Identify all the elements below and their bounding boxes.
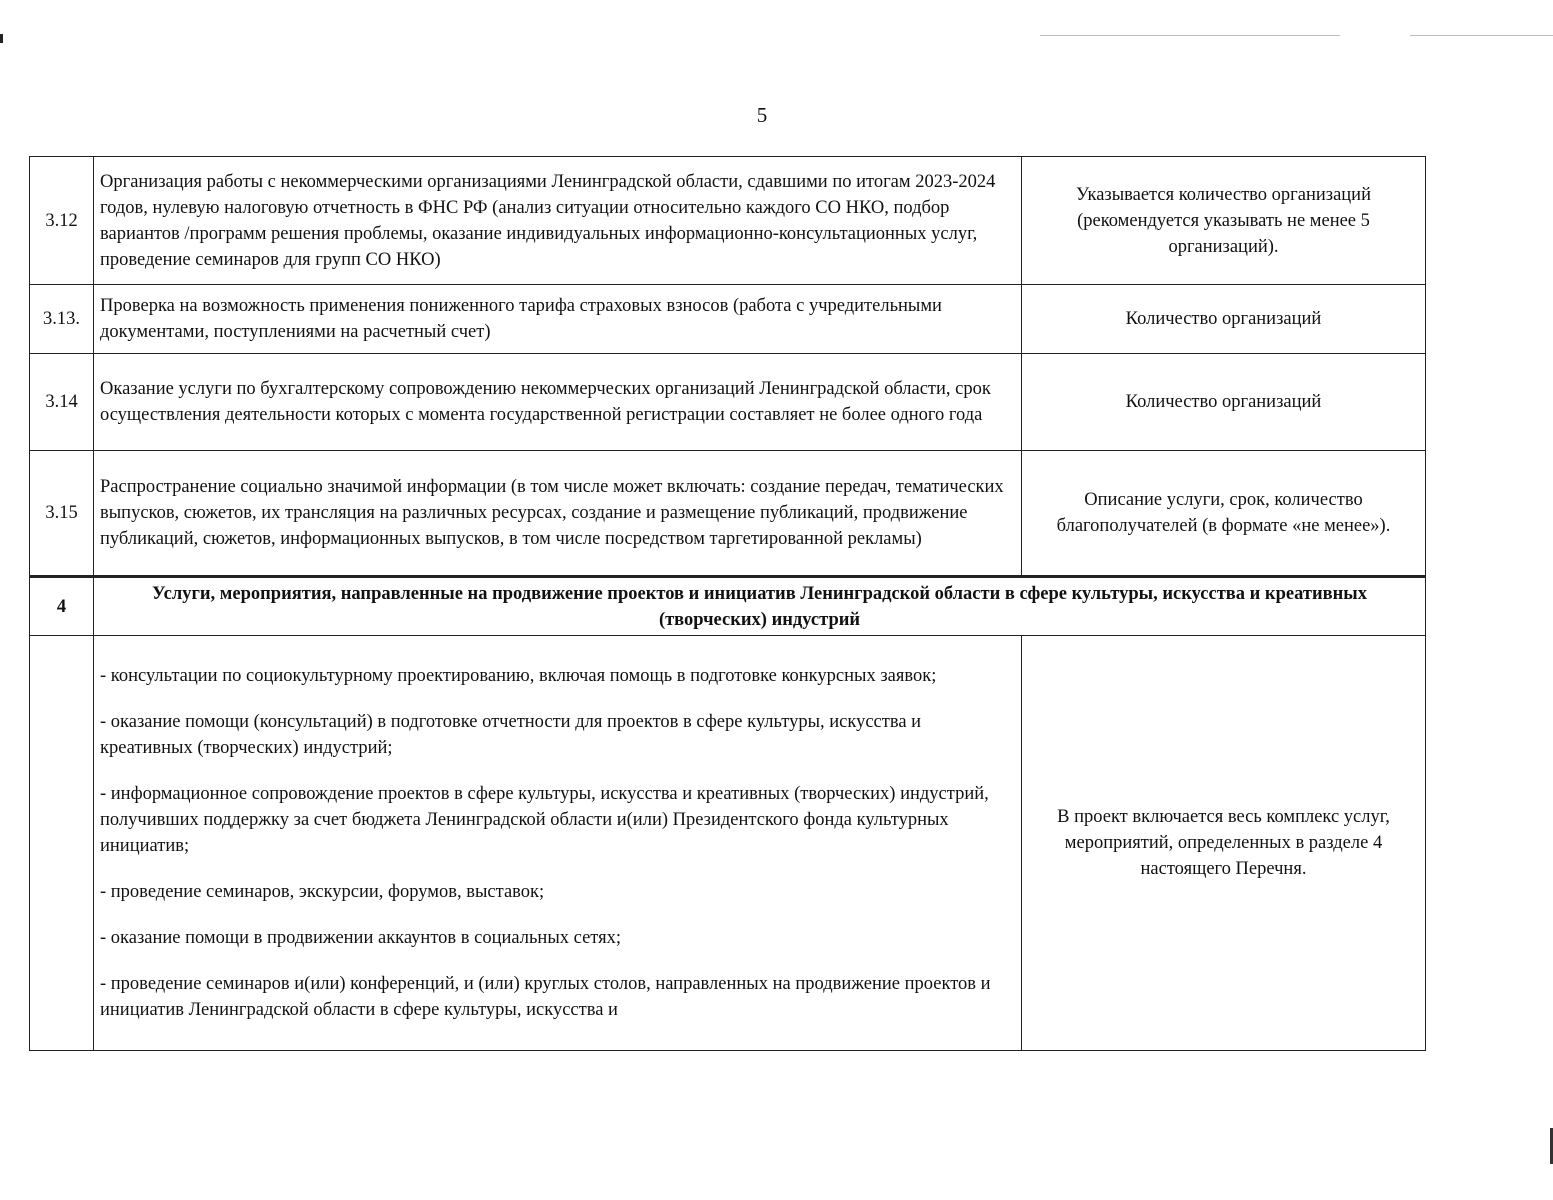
section-heading-row <box>30 577 1426 636</box>
row-result: Указывается количество организаций (рекомендуется указывать не менее 5 организаций). <box>1022 157 1426 285</box>
list-item: - проведение семинаров и(или) конференций, и (или) круглых столов, направленных на продвижение проектов и инициатив Ленинградской области в сфере культуры, искусства и <box>100 974 991 1020</box>
section-items <box>94 636 1022 1051</box>
table-row <box>30 157 1426 285</box>
scan-artifact-line <box>1040 35 1340 36</box>
row-description: Распространение социально значимой информации (в том числе может включать: создание передач, тематических выпусков, сюжетов, их трансляция на различных ресурсах, создание и размещение публикаций, продвижение публикаций, сюжетов, информационных выпусков, в том числе посредством таргетированной рекламы) <box>94 451 1022 577</box>
list-item: - консультации по социокультурному проектированию, включая помощь в подготовке конкурсных заявок; <box>100 666 937 686</box>
section-number: 4 <box>30 577 94 636</box>
list-item: - информационное сопровождение проектов в сфере культуры, искусства и креативных (творческих) индустрий, получивших поддержку за счет бюджета Ленинградской области и(или) Президентского фонда культурных инициатив; <box>100 784 989 856</box>
row-number: 3.14 <box>30 354 94 451</box>
row-number: 3.12 <box>30 157 94 285</box>
section-result: В проект включается весь комплекс услуг, мероприятий, определенных в разделе 4 настоящего Перечня. <box>1022 636 1426 1051</box>
row-description: Организация работы с некоммерческими организациями Ленинградской области, сдавшими по итогам 2023-2024 годов, нулевую налоговую отчетность в ФНС РФ (анализ ситуации относительно каждого СО НКО, подбор вариантов /программ решения проблемы, оказание индивидуальных информационно-консультационных услуг, проведение семинаров для групп СО НКО) <box>94 157 1022 285</box>
scan-artifact-left <box>0 34 3 43</box>
row-number: 3.13. <box>30 285 94 354</box>
section-title: Услуги, мероприятия, направленные на продвижение проектов и инициатив Ленинградской области в сфере культуры, искусства и креативных (творческих) индустрий <box>94 577 1426 636</box>
row-result: Количество организаций <box>1022 354 1426 451</box>
list-item: - оказание помощи (консультаций) в подготовке отчетности для проектов в сфере культуры, искусства и креативных (творческих) индустрий; <box>100 712 922 758</box>
table-row <box>30 451 1426 577</box>
section-items-row <box>30 636 1426 1051</box>
row-result: Количество организаций <box>1022 285 1426 354</box>
row-result: Описание услуги, срок, количество благополучателей (в формате «не менее»). <box>1022 451 1426 577</box>
row-number: 3.15 <box>30 451 94 577</box>
services-table <box>29 156 1426 1051</box>
list-item: - оказание помощи в продвижении аккаунтов в социальных сетях; <box>100 928 622 948</box>
row-description: Оказание услуги по бухгалтерскому сопровождению некоммерческих организаций Ленинградской области, срок осуществления деятельности которых с момента государственной регистрации составляет не более одного года <box>94 354 1022 451</box>
page-number: 5 <box>756 103 768 127</box>
row-number-empty <box>30 636 94 1051</box>
list-item: - проведение семинаров, экскурсии, форумов, выставок; <box>100 882 545 902</box>
table-row <box>30 285 1426 354</box>
table-row <box>30 354 1426 451</box>
row-description: Проверка на возможность применения пониженного тарифа страховых взносов (работа с учредительными документами, поступлениями на расчетный счет) <box>94 285 1022 354</box>
scan-artifact-line <box>1410 35 1553 36</box>
